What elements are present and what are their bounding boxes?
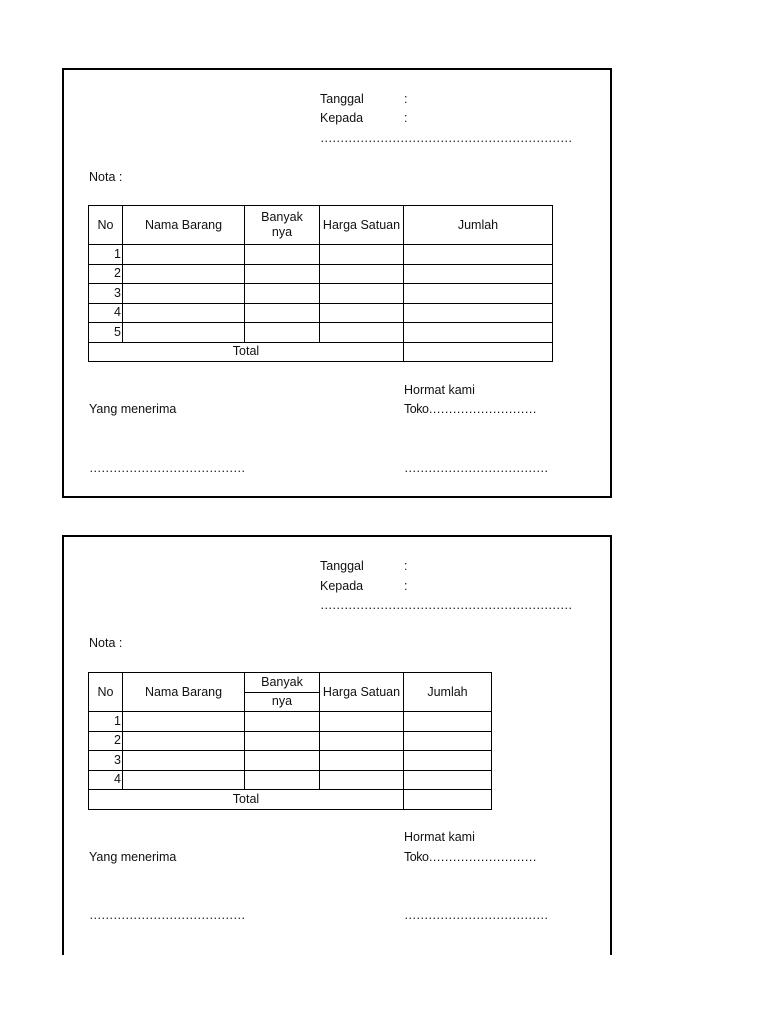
cell-quantity[interactable] [245,303,320,323]
cell-unit-price[interactable] [320,770,404,790]
header-quantity: Banyak [245,673,320,693]
cell-quantity[interactable] [245,770,320,790]
regards-label: Hormat kami [404,383,475,397]
cell-amount[interactable] [404,303,553,323]
header-amount: Jumlah [404,673,492,712]
cell-item-name[interactable] [123,264,245,284]
recipient-colon: : [404,111,408,125]
cell-item-name[interactable] [123,712,245,732]
table-row [89,751,492,771]
address-line: ……………………………………………………… [320,131,572,145]
cell-amount[interactable] [404,751,492,771]
header-quantity-suffix: nya [245,692,320,712]
cell-amount[interactable] [404,712,492,732]
shop-name-line: Toko……………………… [404,402,537,416]
cell-quantity[interactable] [245,751,320,771]
total-value-cell[interactable] [404,790,492,810]
cell-amount[interactable] [404,731,492,751]
receiver-label: Yang menerima [89,850,177,864]
total-row [89,342,553,362]
header-no: No [89,673,123,712]
header-quantity: Banyak nya [245,206,320,245]
row-number: 5 [89,323,123,343]
date-colon: : [404,92,408,106]
cell-quantity[interactable] [245,731,320,751]
date-colon: : [404,559,408,573]
table-row [89,731,492,751]
date-label: Tanggal [320,92,364,106]
total-row [89,790,492,810]
receiver-label: Yang menerima [89,402,177,416]
cell-unit-price[interactable] [320,303,404,323]
recipient-label: Kepada [320,111,364,125]
cell-unit-price[interactable] [320,284,404,304]
row-number: 1 [89,245,123,265]
items-table [88,205,553,362]
address-line: ……………………………………………………… [320,598,572,612]
table-row [89,712,492,732]
items-table [88,672,492,810]
table-row [89,770,492,790]
header-item-name: Nama Barang [123,673,245,712]
row-number: 4 [89,303,123,323]
cell-item-name[interactable] [123,284,245,304]
header-unit-price: Harga Satuan [320,206,404,245]
row-number: 2 [89,731,123,751]
cell-unit-price[interactable] [320,712,404,732]
recipient-label: Kepada [320,579,364,593]
total-label: Total [89,342,404,362]
cell-unit-price[interactable] [320,731,404,751]
cell-item-name[interactable] [123,731,245,751]
row-number: 3 [89,284,123,304]
receiver-signature-line: ………………………………… [89,908,245,922]
cell-item-name[interactable] [123,770,245,790]
row-number: 4 [89,770,123,790]
shop-name-line: Toko……………………… [404,850,537,864]
cell-amount[interactable] [404,323,553,343]
regards-label: Hormat kami [404,830,475,844]
cell-item-name[interactable] [123,323,245,343]
header-unit-price: Harga Satuan [320,673,404,712]
row-number: 2 [89,264,123,284]
total-value-cell[interactable] [404,342,553,362]
cell-item-name[interactable] [123,751,245,771]
cell-quantity[interactable] [245,712,320,732]
header-no: No [89,206,123,245]
cell-amount[interactable] [404,770,492,790]
total-label: Total [89,790,404,810]
shop-signature-line: ……………………………… [404,461,548,475]
cell-amount[interactable] [404,245,553,265]
row-number: 1 [89,712,123,732]
table-row [89,303,553,323]
cell-unit-price[interactable] [320,751,404,771]
cell-amount[interactable] [404,284,553,304]
header-amount: Jumlah [404,206,553,245]
nota-label: Nota : [89,636,123,650]
recipient-colon: : [404,579,408,593]
date-label: Tanggal [320,559,364,573]
cell-amount[interactable] [404,264,553,284]
header-item-name: Nama Barang [123,206,245,245]
row-number: 3 [89,751,123,771]
cell-unit-price[interactable] [320,245,404,265]
cell-quantity[interactable] [245,245,320,265]
table-row [89,284,553,304]
table-row [89,245,553,265]
cell-item-name[interactable] [123,245,245,265]
cell-quantity[interactable] [245,323,320,343]
nota-label: Nota : [89,170,123,184]
table-row [89,323,553,343]
cell-item-name[interactable] [123,303,245,323]
cell-quantity[interactable] [245,284,320,304]
shop-signature-line: ……………………………… [404,908,548,922]
cell-quantity[interactable] [245,264,320,284]
cell-unit-price[interactable] [320,323,404,343]
table-row [89,264,553,284]
cell-unit-price[interactable] [320,264,404,284]
receiver-signature-line: ………………………………… [89,461,245,475]
